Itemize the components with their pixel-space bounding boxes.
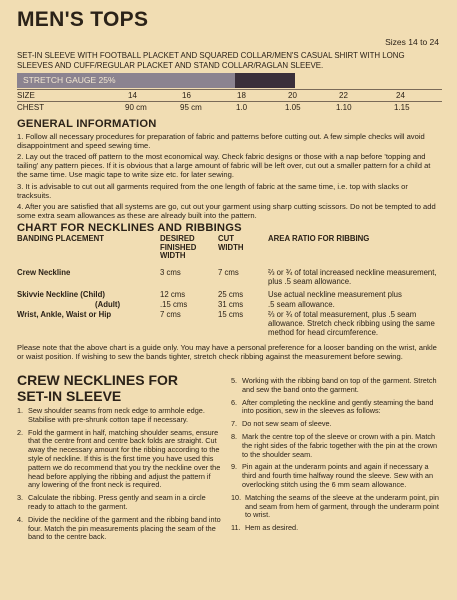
row-placement: (Adult): [95, 300, 121, 309]
row-area: ⅔ or ¾ of total increased neckline measurement, plus .5 seam allowance.: [268, 268, 437, 286]
chest-cell: 1.10: [336, 103, 352, 112]
row-cut: 25 cms: [218, 290, 244, 299]
sizes-note: Sizes 14 to 24: [385, 37, 439, 47]
chest-cell: 95 cm: [180, 103, 202, 112]
general-item-4: 4. After you are satisfied that all systems are go, cut out your garment using sharp cutting scissors. Do not be tempted to add some extra seam allowances as these are already built into the pattern.: [17, 202, 436, 221]
step-item: 10. Matching the seams of the sleeve at the underarm point, pin and seam from hem of garment, through the underarm point to wrist.: [231, 492, 439, 520]
row-area: Use actual neckline measurement plus: [268, 290, 402, 299]
general-item-1: 1. Follow all necessary procedures for preparation of fabric and patterns before cutting out. A few simple checks will avoid disappointment and speed sewing time.: [17, 132, 425, 151]
stretch-gauge-bar: [235, 73, 295, 88]
general-item-3: 3. It is advisable to cut out all garments required from the one length of fabric at the same time, i.e. top with slacks or tracksuits.: [17, 182, 408, 201]
size-cell: 18: [237, 91, 246, 100]
step-item: 5. Working with the ribbing band on top of the garment. Stretch and sew the band onto the garment.: [231, 376, 437, 394]
steps-right-column: [231, 377, 444, 537]
general-info-heading: GENERAL INFORMATION: [17, 118, 157, 130]
row-area: ⅔ or ¾ of total measurement, plus .5 seam allowance. Stretch check ribbing using the same method for head circumference.: [268, 310, 435, 337]
page-title: MEN'S TOPS: [17, 8, 149, 31]
row-desired: 3 cms: [160, 268, 181, 277]
size-row: [17, 90, 442, 101]
row-placement: Crew Neckline: [17, 268, 71, 277]
size-cell: 22: [339, 91, 348, 100]
step-item: 11. Hem as desired.: [231, 523, 299, 533]
stretch-gauge: [17, 73, 437, 88]
step-item: 2. Fold the garment in half, matching shoulder seams, ensure that the centre front and centre back folds are straight. Cut away the necessary amount for the ribbing according to the style of neckline. If this is the first time you have used this pattern we do recommend that you try the neckline over the head before applying the ribbing and adjust the pattern if any lowering of the front neck is required.: [17, 427, 221, 490]
chest-row: [17, 102, 442, 113]
step-item: 8. Mark the centre top of the sleeve or crown with a pin. Match the right sides of the fabric together with the pin at the crown to the shoulder seam.: [231, 431, 438, 459]
step-item: 7. Do not sew seam of sleeve.: [231, 419, 332, 429]
col-area-ratio: AREA RATIO FOR RIBBING: [268, 234, 370, 243]
steps-left-column: [17, 407, 222, 546]
chart-note: Please note that the above chart is a guide only. You may have a personal preference for a looser banding on the wrist, ankle or waist position. If wishing to sew the bands tighter, stretch check ribbing against the measurement before sewing.: [17, 343, 437, 362]
crew-heading-line-2: SET-IN SLEEVE: [17, 388, 122, 404]
step-item: 4. Divide the neckline of the garment and the ribbing band into four. Match the pin measurements placing the seam of the band to the centre back.: [17, 514, 221, 542]
row-placement: Wrist, Ankle, Waist or Hip: [17, 310, 112, 319]
step-item: 3. Calculate the ribbing. Press gently and seam in a circle ready to attach to the garment.: [17, 493, 206, 511]
row-desired: 7 cms: [160, 310, 181, 319]
row-desired: 12 cms: [160, 290, 186, 299]
chest-cell: 90 cm: [125, 103, 147, 112]
chest-cell: 1.15: [394, 103, 410, 112]
chest-cell: 1.0: [236, 103, 248, 112]
crew-heading-line-1: CREW NECKLINES FOR: [17, 372, 178, 388]
col-banding-placement: BANDING PLACEMENT: [17, 234, 105, 243]
intro-text: SET-IN SLEEVE WITH FOOTBALL PLACKET AND SQUARED COLLAR/MEN'S CASUAL SHIRT WITH LONG SLEEVES AND CUFF/REGULAR PLACKET AND STAND COLLAR/RAGLAN SLEEVE.: [17, 51, 405, 70]
col-cut-width: CUT WIDTH: [218, 234, 244, 252]
step-item: 6. After completing the neckline and gently steaming the band into position, sew in the sleeves as follows:: [231, 397, 434, 416]
row-desired: .15 cms: [160, 300, 188, 309]
step-item: 9. Pin again at the underarm points and again if necessary a third and fourth time halfway round the sleeve. Sew with an overlocking stitch using the 6 mm seam allowance.: [231, 462, 434, 489]
row-cut: 15 cms: [218, 310, 244, 319]
chart-heading: CHART FOR NECKLINES AND RIBBINGS: [17, 222, 242, 234]
chest-label: CHEST: [17, 103, 45, 112]
row-cut: 31 cms: [218, 300, 244, 309]
col-desired-width: DESIRED FINISHED WIDTH: [160, 234, 197, 261]
size-cell: 24: [396, 91, 405, 100]
general-item-2: 2. Lay out the traced off pattern to the most economical way. Check fabric designs or those with a nap before 'topping and tailing' any pattern pieces. If it is obvious that a large amount of fabric will be left over, cut out a smaller pattern for a child at the same time. Use magic tape to write size etc. for later sewing.: [17, 152, 431, 180]
step-item: 1. Sew shoulder seams from neck edge to armhole edge. Stabilise with pre-shrunk cotton tape if necessary.: [17, 406, 205, 424]
stretch-gauge-label: STRETCH GAUGE 25%: [17, 73, 235, 88]
size-cell: 20: [288, 91, 297, 100]
row-area: .5 seam allowance.: [268, 300, 335, 309]
row-cut: 7 cms: [218, 268, 239, 277]
size-label: SIZE: [17, 91, 35, 100]
size-cell: 14: [128, 91, 137, 100]
size-cell: 16: [182, 91, 191, 100]
row-placement: Skivvie Neckline (Child): [17, 290, 105, 299]
chest-cell: 1.05: [285, 103, 301, 112]
